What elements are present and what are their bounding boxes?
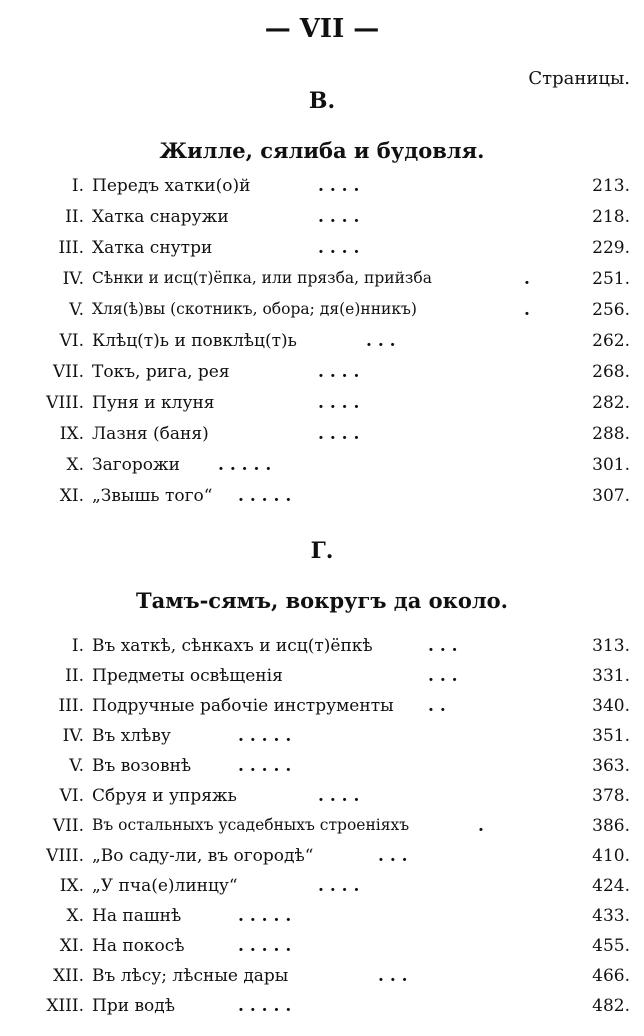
entry-numeral: I. — [71, 636, 84, 656]
entry-title: Въ лѣсу; лѣсные дары — [92, 966, 289, 986]
entry-leaders: . — [524, 300, 530, 320]
entry-leaders: . . . . — [318, 876, 360, 896]
toc-entry — [0, 238, 644, 266]
entry-numeral: II. — [65, 666, 84, 686]
entry-title: На покосѣ — [92, 936, 185, 956]
entry-page: 218. — [592, 207, 630, 227]
entry-leaders: . . . — [428, 666, 458, 686]
entry-page: 331. — [592, 666, 630, 686]
toc-entry — [0, 816, 644, 844]
entry-page: 307. — [592, 486, 630, 506]
toc-entry — [0, 756, 644, 784]
toc-entry — [0, 726, 644, 754]
entry-title: Въ остальныхъ усадебныхъ строеніяхъ — [92, 816, 410, 834]
entry-numeral: VII. — [52, 816, 84, 836]
entry-title: Загорожи — [92, 455, 180, 475]
entry-page: 313. — [592, 636, 630, 656]
toc-entry — [0, 424, 644, 452]
entry-leaders: . . . . — [318, 176, 360, 196]
entry-title: Хля(ѣ)вы (скотникъ, обора; дя(е)нникъ) — [92, 300, 417, 318]
entry-leaders: . . . — [366, 331, 396, 351]
entry-numeral: XI. — [59, 936, 84, 956]
column-caption: Страницы. — [528, 68, 630, 89]
entry-leaders: . . . . . — [218, 455, 272, 475]
entry-page: 268. — [592, 362, 630, 382]
toc-entry — [0, 362, 644, 390]
toc-entry — [0, 996, 644, 1024]
entry-numeral: II. — [65, 207, 84, 227]
entry-title: Клѣц(т)ь и повклѣц(т)ь — [92, 331, 297, 351]
entry-title: Сѣнки и исц(т)ёпка, или прязба, прийзба — [92, 269, 432, 287]
entry-title: Сбруя и упряжь — [92, 786, 237, 806]
toc-entry — [0, 207, 644, 235]
toc-entry — [0, 486, 644, 514]
entry-title: „Во саду-ли, въ огородѣ“ — [92, 846, 314, 866]
entry-leaders: . . . . . — [238, 906, 292, 926]
entry-page: 455. — [592, 936, 630, 956]
section-letter-g: Г. — [310, 538, 334, 564]
entry-numeral: VII. — [52, 362, 84, 382]
entry-page: 282. — [592, 393, 630, 413]
entry-leaders: . . . . — [318, 238, 360, 258]
entry-title: Подручные рабочіе инструменты — [92, 696, 394, 716]
entry-page: 213. — [592, 176, 630, 196]
toc-entry — [0, 300, 644, 328]
entry-numeral: III. — [58, 696, 84, 716]
entry-page: 433. — [592, 906, 630, 926]
entry-leaders: . . . . — [318, 362, 360, 382]
entry-page: 251. — [592, 269, 630, 289]
entry-numeral: VI. — [59, 786, 84, 806]
entry-title: Въ хлѣву — [92, 726, 171, 746]
entry-title: Лазня (баня) — [92, 424, 209, 444]
entry-page: 288. — [592, 424, 630, 444]
toc-entry — [0, 455, 644, 483]
entry-title: Пуня и клуня — [92, 393, 215, 413]
entry-leaders: . . . — [428, 636, 458, 656]
entry-title: Токъ, рига, рея — [92, 362, 230, 382]
entry-title: При водѣ — [92, 996, 175, 1016]
entry-page: 410. — [592, 846, 630, 866]
entry-numeral: XII. — [53, 966, 84, 986]
entry-numeral: XI. — [59, 486, 84, 506]
page-header: — VII — — [264, 14, 380, 44]
entry-leaders: . . . . . — [238, 756, 292, 776]
toc-entry — [0, 786, 644, 814]
entry-page: 351. — [592, 726, 630, 746]
entry-leaders: . . . . — [318, 207, 360, 227]
entry-page: 363. — [592, 756, 630, 776]
entry-page: 262. — [592, 331, 630, 351]
entry-numeral: V. — [69, 300, 84, 320]
entry-page: 482. — [592, 996, 630, 1016]
entry-page: 301. — [592, 455, 630, 475]
toc-entry — [0, 906, 644, 934]
entry-title: „Звышь того“ — [92, 486, 213, 506]
toc-entry — [0, 393, 644, 421]
entry-title: Въ возовнѣ — [92, 756, 192, 776]
toc-entry — [0, 269, 644, 297]
entry-numeral: VI. — [59, 331, 84, 351]
entry-leaders: . . . . — [318, 786, 360, 806]
section-title-v: Жилле, сялиба и будовля. — [159, 138, 485, 163]
entry-numeral: IV. — [62, 269, 84, 289]
entry-numeral: X. — [66, 906, 84, 926]
entry-numeral: IV. — [62, 726, 84, 746]
entry-numeral: VIII. — [46, 846, 84, 866]
entry-leaders: . . . . . — [238, 726, 292, 746]
entry-leaders: . . . . . — [238, 486, 292, 506]
entry-page: 256. — [592, 300, 630, 320]
toc-entry — [0, 176, 644, 204]
entry-title: Хатка снаружи — [92, 207, 229, 227]
entry-numeral: X. — [66, 455, 84, 475]
entry-page: 378. — [592, 786, 630, 806]
entry-numeral: VIII. — [46, 393, 84, 413]
entry-page: 386. — [592, 816, 630, 836]
section-title-g: Тамъ-сямъ, вокругъ да около. — [136, 588, 508, 613]
entry-title: Въ хаткѣ, сѣнкахъ и исц(т)ёпкѣ — [92, 636, 373, 656]
toc-entry — [0, 331, 644, 359]
entry-leaders: . . . — [378, 846, 408, 866]
entry-numeral: IX. — [59, 876, 84, 896]
entry-leaders: . . . — [378, 966, 408, 986]
entry-numeral: IX. — [59, 424, 84, 444]
entry-numeral: V. — [69, 756, 84, 776]
entry-page: 340. — [592, 696, 630, 716]
entry-leaders: . — [478, 816, 484, 836]
entry-leaders: . . . . . — [238, 936, 292, 956]
entry-title: Хатка снутри — [92, 238, 213, 258]
toc-entry — [0, 636, 644, 664]
entry-page: 424. — [592, 876, 630, 896]
entry-title: На пашнѣ — [92, 906, 182, 926]
entry-title: Передъ хатки(о)й — [92, 176, 251, 196]
entry-leaders: . . . . — [318, 424, 360, 444]
entry-title: Предметы освѣщенія — [92, 666, 283, 686]
entry-leaders: . — [524, 269, 530, 289]
toc-entry — [0, 666, 644, 694]
entry-numeral: I. — [71, 176, 84, 196]
section-letter-v: В. — [308, 88, 336, 114]
toc-entry — [0, 966, 644, 994]
entry-leaders: . . . . . — [238, 996, 292, 1016]
toc-entry — [0, 696, 644, 724]
entry-numeral: III. — [58, 238, 84, 258]
entry-numeral: XIII. — [46, 996, 84, 1016]
entry-title: „У пча(е)линцу“ — [92, 876, 238, 896]
toc-entry — [0, 876, 644, 904]
toc-entry — [0, 846, 644, 874]
toc-entry — [0, 936, 644, 964]
entry-page: 466. — [592, 966, 630, 986]
entry-leaders: . . — [428, 696, 446, 716]
entry-leaders: . . . . — [318, 393, 360, 413]
entry-page: 229. — [592, 238, 630, 258]
